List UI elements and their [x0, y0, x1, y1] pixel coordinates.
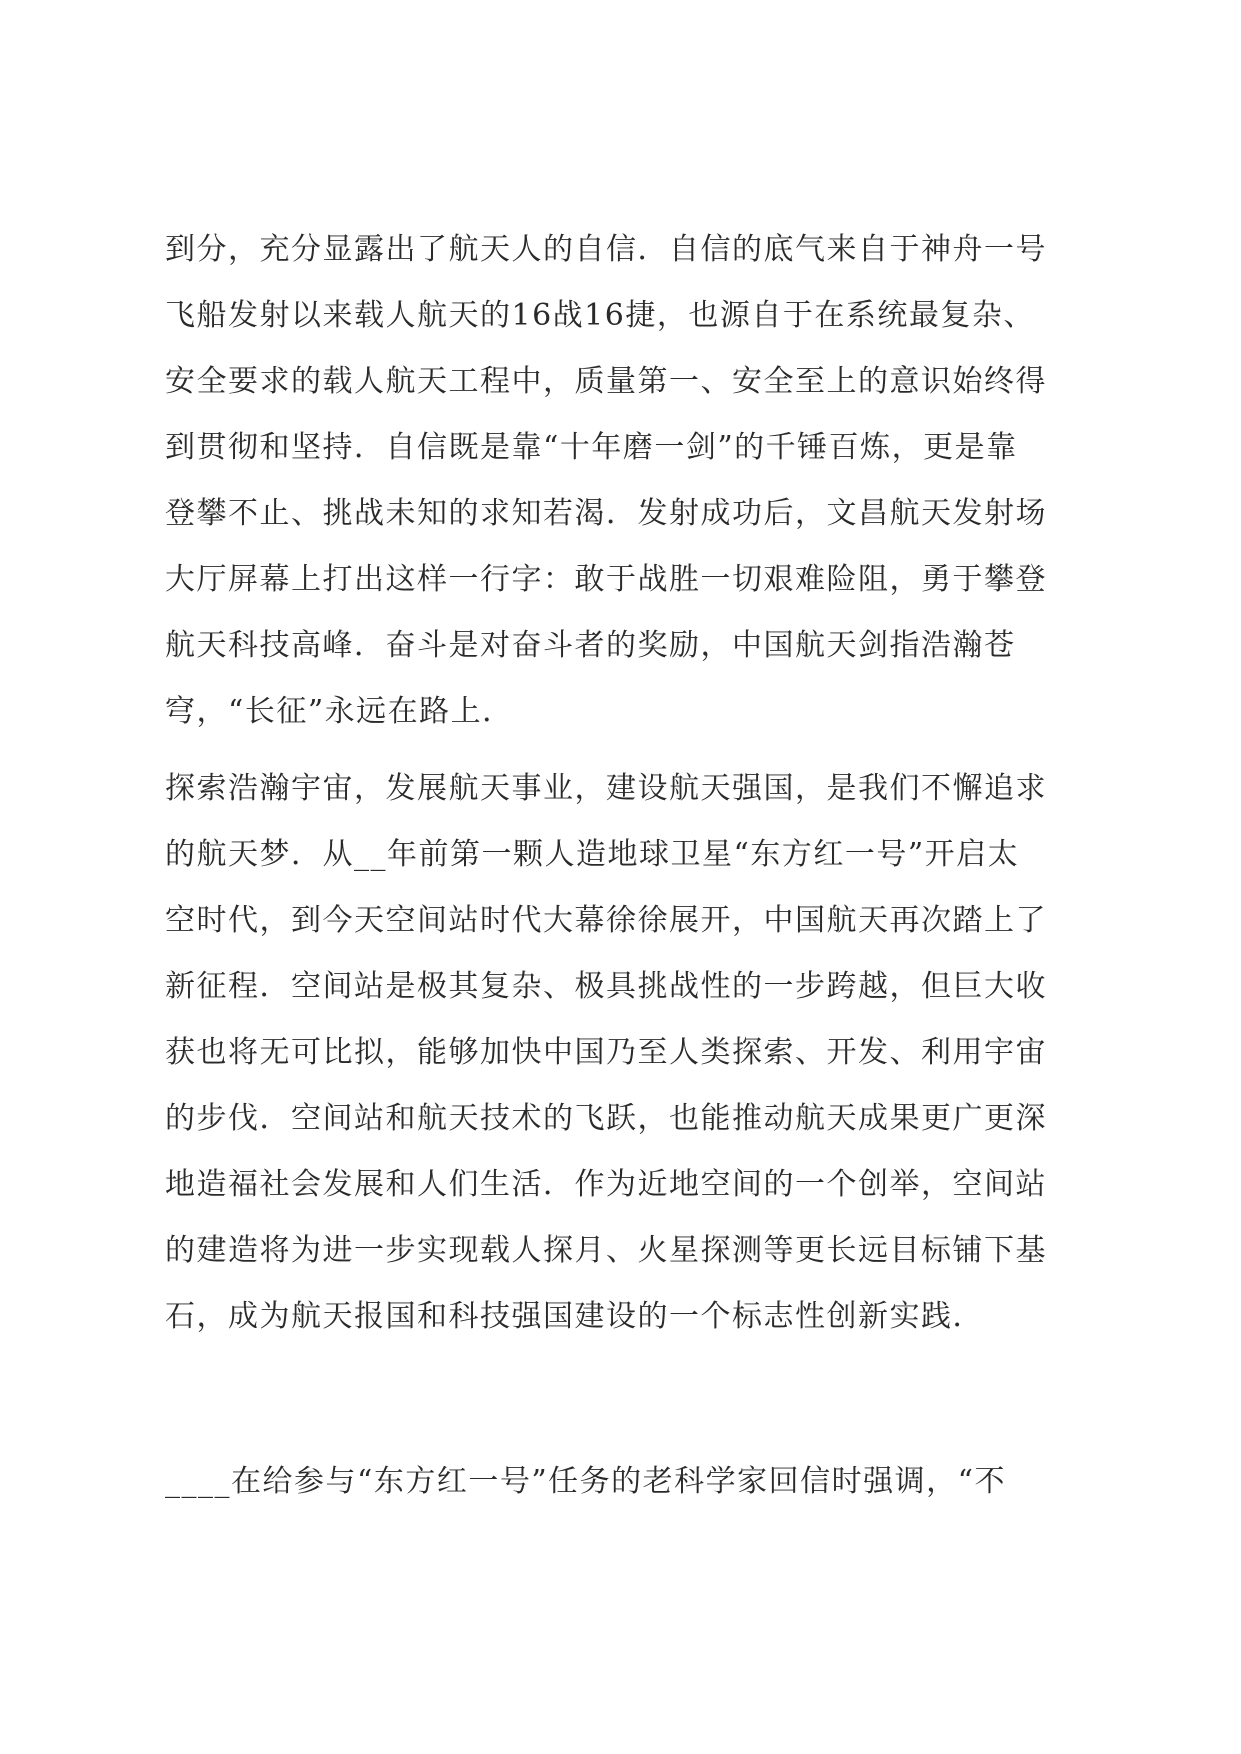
text-line: ____在给参与“东方红一号”任务的老科学家回信时强调，“不	[165, 1464, 1007, 1499]
text-line: 的步伐．空间站和航天技术的飞跃，也能推动航天成果更广更深	[165, 1101, 1047, 1136]
text-line: 安全要求的载人航天工程中，质量第一、安全至上的意识始终得	[165, 364, 1047, 399]
text-line: 的建造将为进一步实现载人探月、火星探测等更长远目标铺下基	[165, 1233, 1047, 1268]
text-line: 穹，“长征”永远在路上．	[165, 694, 514, 729]
text-line: 新征程．空间站是极其复杂、极具挑战性的一步跨越，但巨大收	[165, 969, 1047, 1004]
text-line: 登攀不止、挑战未知的求知若渴．发射成功后，文昌航天发射场	[165, 496, 1047, 531]
paragraph-1	[165, 217, 1095, 745]
text-line: 获也将无可比拟，能够加快中国乃至人类探索、开发、利用宇宙	[165, 1035, 1047, 1070]
text-line: 飞船发射以来载人航天的16战16捷，也源自于在系统最复杂、	[165, 298, 1035, 333]
text-line: 的航天梦．从__年前第一颗人造地球卫星“东方红一号”开启太	[165, 837, 1020, 872]
paragraph-2	[165, 756, 1095, 1350]
text-line: 到贯彻和坚持．自信既是靠“十年磨一剑”的千锤百炼，更是靠	[165, 430, 1018, 465]
text-line: 空时代，到今天空间站时代大幕徐徐展开，中国航天再次踏上了	[165, 903, 1047, 938]
text-line: 探索浩瀚宇宙，发展航天事业，建设航天强国，是我们不懈追求	[165, 771, 1047, 806]
text-line: 航天科技高峰．奋斗是对奋斗者的奖励，中国航天剑指浩瀚苍	[165, 628, 1016, 663]
text-line: 大厅屏幕上打出这样一行字：敢于战胜一切艰难险阻，勇于攀登	[165, 562, 1047, 597]
text-line: 到分，充分显露出了航天人的自信．自信的底气来自于神舟一号	[165, 232, 1047, 267]
text-line: 石，成为航天报国和科技强国建设的一个标志性创新实践．	[165, 1299, 984, 1334]
text-line: 地造福社会发展和人们生活．作为近地空间的一个创举，空间站	[165, 1167, 1047, 1202]
paragraph-3	[165, 1449, 1095, 1515]
